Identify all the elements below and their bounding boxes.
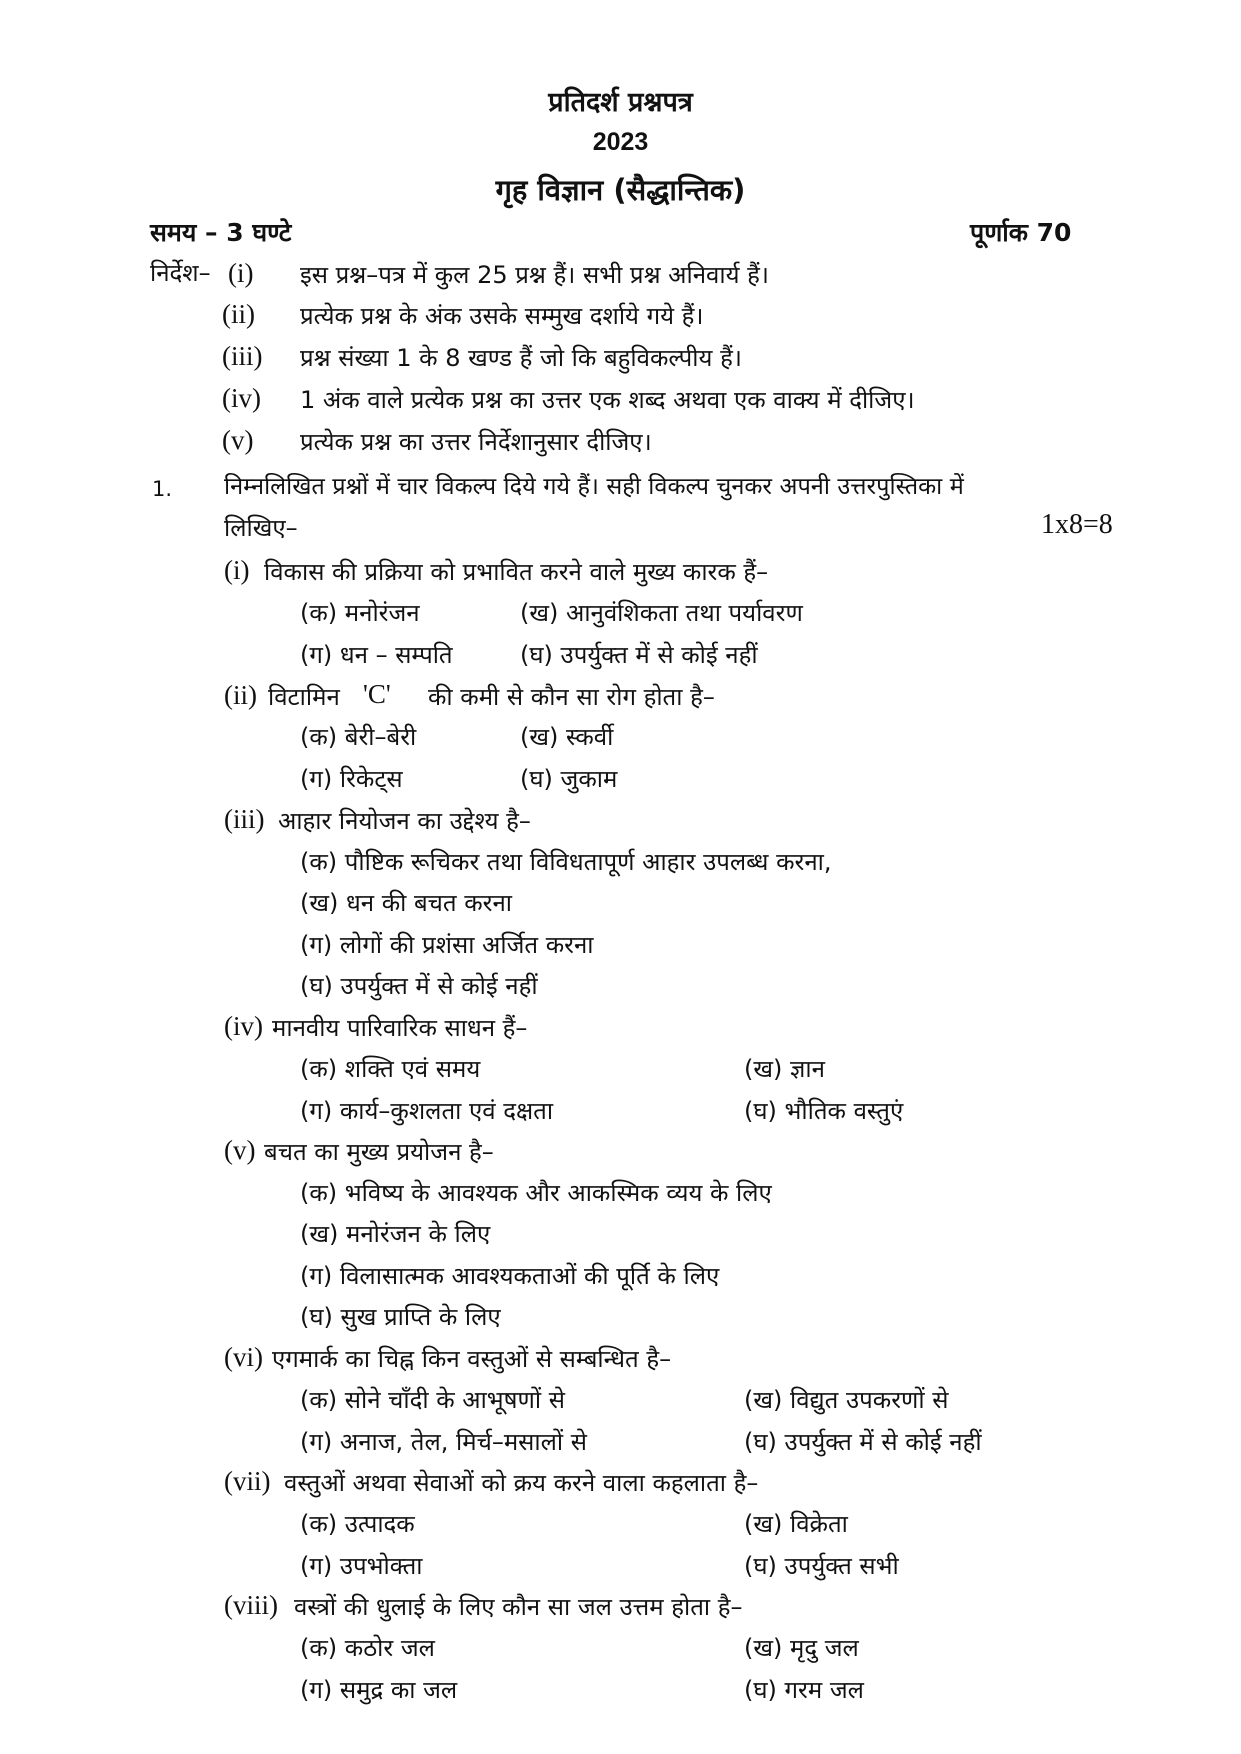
instruction-text: प्रत्येक प्रश्न का उत्तर निर्देशानुसार दीजिए। (300, 428, 652, 456)
sub-question-number: (iv) (224, 1011, 263, 1041)
sub-question-number: (i) (224, 555, 250, 585)
option-a: (क) मनोरंजन (300, 599, 420, 627)
option-d: (घ) उपर्युक्त में से कोई नहीं (520, 641, 758, 669)
instruction-text: प्रश्न संख्या 1 के 8 खण्ड हैं जो कि बहुविकल्पीय हैं। (300, 344, 742, 372)
option-a: (क) शक्ति एवं समय (300, 1055, 481, 1083)
option-c: (ग) धन – सम्पति (300, 641, 453, 669)
option-d: (घ) गरम जल (744, 1676, 864, 1704)
option-d: (घ) उपर्युक्त में से कोई नहीं (744, 1428, 982, 1456)
instruction-text: प्रत्येक प्रश्न के अंक उसके सम्मुख दर्शाये गये हैं। (300, 302, 704, 330)
option-b: (ख) मनोरंजन के लिए (300, 1220, 491, 1248)
sub-question-number: (vii) (224, 1466, 271, 1496)
sub-question-number: (vi) (224, 1342, 263, 1372)
option-b: (ख) स्कर्वी (520, 723, 614, 751)
question-stem-line2: लिखिए– (224, 514, 298, 542)
option-a: (क) पौष्टिक रूचिकर तथा विविधतापूर्ण आहार उपलब्ध करना, (300, 848, 832, 876)
sub-question-text-end: की कमी से कौन सा रोग होता है– (428, 683, 715, 711)
option-a: (क) उत्पादक (300, 1510, 415, 1538)
option-b: (ख) विद्युत उपकरणों से (744, 1386, 949, 1414)
question-marks: 1x8=8 (1041, 509, 1113, 540)
paper-title: प्रतिदर्श प्रश्नपत्र (548, 87, 693, 118)
sub-question-text: वस्त्रों की धुलाई के लिए कौन सा जल उत्तम होता है– (294, 1593, 743, 1621)
instruction-number: (iv) (222, 383, 261, 413)
sub-question-text-start: विटामिन (268, 683, 340, 711)
option-d: (घ) सुख प्राप्ति के लिए (300, 1303, 501, 1331)
option-c: (ग) विलासात्मक आवश्यकताओं की पूर्ति के लिए (300, 1262, 720, 1290)
instruction-number: (v) (222, 425, 254, 455)
instruction-text: 1 अंक वाले प्रत्येक प्रश्न का उत्तर एक शब्द अथवा एक वाक्य में दीजिए। (300, 386, 915, 414)
option-a: (क) कठोर जल (300, 1634, 435, 1662)
question-number: 1. (152, 477, 173, 501)
option-a: (क) भविष्य के आवश्यक और आकस्मिक व्यय के लिए (300, 1179, 772, 1207)
option-b: (ख) आनुवंशिकता तथा पर्यावरण (520, 599, 803, 627)
option-c: (ग) उपभोक्ता (300, 1552, 423, 1580)
instruction-text: इस प्रश्न–पत्र में कुल 25 प्रश्न हैं। सभी प्रश्न अनिवार्य हैं। (300, 261, 769, 289)
option-a: (क) सोने चाँदी के आभूषणों से (300, 1386, 565, 1414)
paper-year: 2023 (592, 128, 649, 156)
option-c: (ग) रिकेट्स (300, 765, 403, 793)
option-b: (ख) ज्ञान (744, 1055, 825, 1083)
option-c: (ग) लोगों की प्रशंसा अर्जित करना (300, 931, 594, 959)
instruction-number: (i) (228, 258, 254, 288)
option-c: (ग) समुद्र का जल (300, 1676, 458, 1704)
option-a: (क) बेरी–बेरी (300, 723, 417, 751)
sub-question-text: विकास की प्रक्रिया को प्रभावित करने वाले मुख्य कारक हैं– (264, 558, 769, 586)
instruction-number: (iii) (222, 341, 263, 371)
option-d: (घ) उपर्युक्त सभी (744, 1552, 899, 1580)
option-d: (घ) उपर्युक्त में से कोई नहीं (300, 972, 538, 1000)
option-b: (ख) धन की बचत करना (300, 889, 513, 917)
sub-question-number: (iii) (224, 804, 265, 834)
instructions-label: निर्देश– (150, 259, 211, 287)
vitamin-c-label: 'C' (363, 679, 391, 709)
sub-question-number: (v) (224, 1135, 256, 1165)
option-c: (ग) कार्य–कुशलता एवं दक्षता (300, 1097, 554, 1125)
sub-question-text: मानवीय पारिवारिक साधन हैं– (272, 1014, 528, 1042)
sub-question-text: वस्तुओं अथवा सेवाओं को क्रय करने वाला कहलाता है– (284, 1469, 759, 1497)
option-d: (घ) जुकाम (520, 765, 618, 793)
sub-question-text: एगमार्क का चिह्न किन वस्तुओं से सम्बन्धित है– (272, 1345, 672, 1373)
sub-question-text: आहार नियोजन का उद्देश्य है– (278, 807, 531, 835)
option-b: (ख) मृदु जल (744, 1634, 859, 1662)
question-stem-line1: निम्नलिखित प्रश्नों में चार विकल्प दिये गये हैं। सही विकल्प चुनकर अपनी उत्तरपुस्तिका में (224, 472, 964, 500)
option-d: (घ) भौतिक वस्तुएं (744, 1097, 904, 1125)
option-c: (ग) अनाज, तेल, मिर्च–मसालों से (300, 1428, 587, 1456)
sub-question-number: (viii) (224, 1590, 278, 1620)
sub-question-text: बचत का मुख्य प्रयोजन है– (264, 1138, 494, 1166)
max-marks-label: पूर्णाक 70 (970, 218, 1072, 247)
instruction-number: (ii) (222, 299, 255, 329)
sub-question-number: (ii) (224, 680, 257, 710)
time-label: समय – 3 घण्टे (150, 218, 292, 247)
paper-subject: गृह विज्ञान (सैद्धान्तिक) (495, 173, 746, 207)
option-b: (ख) विक्रेता (744, 1510, 848, 1538)
